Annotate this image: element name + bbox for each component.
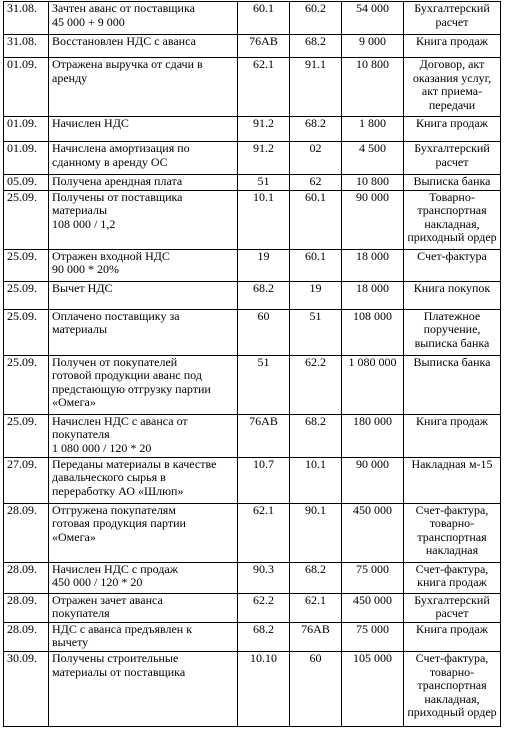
document-cell: Книга продаж bbox=[404, 414, 501, 457]
description-line: 450 000 / 120 * 20 bbox=[52, 575, 143, 590]
entry-description-cell bbox=[49, 35, 238, 58]
credit-account-cell: 76АВ bbox=[290, 622, 342, 651]
table-row bbox=[4, 175, 501, 191]
entry-date-cell: 28.09. bbox=[4, 593, 49, 622]
description-line: аренду bbox=[52, 70, 88, 85]
document-cell: Счет-фактура, товарно-транспортная накладная, приходный ордер bbox=[404, 651, 501, 726]
entry-description-cell bbox=[49, 503, 238, 562]
entry-date-cell: 30.09. bbox=[4, 651, 49, 726]
description-line: переработку АО «Шлюп» bbox=[52, 483, 184, 498]
entry-date-cell: 25.09. bbox=[4, 190, 49, 249]
entry-description-cell bbox=[49, 622, 238, 651]
credit-account-cell: 68.2 bbox=[290, 562, 342, 593]
entry-description-cell bbox=[49, 593, 238, 622]
entry-date-cell: 01.09. bbox=[4, 117, 49, 142]
description-line: Получена арендная плата bbox=[52, 174, 183, 188]
amount-cell: 108 000 bbox=[342, 309, 404, 355]
debit-account-cell: 91.2 bbox=[238, 117, 290, 142]
table-row bbox=[4, 414, 501, 457]
entry-date-cell: 01.09. bbox=[4, 58, 49, 117]
document-cell: Бухгалтерский расчет bbox=[404, 142, 501, 175]
entry-description-cell bbox=[49, 281, 238, 309]
document-cell: Бухгалтерский расчет bbox=[404, 593, 501, 622]
credit-account-cell: 19 bbox=[290, 281, 342, 309]
table-row bbox=[4, 593, 501, 622]
table-row bbox=[4, 309, 501, 355]
description-line: «Омега» bbox=[52, 395, 96, 410]
entry-date-cell: 05.09. bbox=[4, 175, 49, 191]
entry-description-cell bbox=[49, 355, 238, 414]
entry-date-cell: 28.09. bbox=[4, 562, 49, 593]
table-row bbox=[4, 651, 501, 726]
description-line: Отражена выручка от сдачи в bbox=[52, 57, 203, 71]
amount-cell: 4 500 bbox=[342, 142, 404, 175]
document-cell: Платежное поручение, выписка банка bbox=[404, 309, 501, 355]
description-line: Вычет НДС bbox=[52, 281, 113, 295]
entry-description-cell bbox=[49, 414, 238, 457]
amount-cell: 105 000 bbox=[342, 651, 404, 726]
debit-account-cell: 68.2 bbox=[238, 281, 290, 309]
entry-description-cell bbox=[49, 58, 238, 117]
description-line: Начислена амортизация по bbox=[52, 141, 190, 155]
description-line: Восстановлен НДС с аванса bbox=[52, 34, 196, 48]
description-line: вычету bbox=[52, 635, 89, 650]
table-row bbox=[4, 249, 501, 281]
description-line: готовая продукция партии bbox=[52, 516, 186, 531]
description-line: Получены от поставщика bbox=[52, 190, 183, 204]
amount-cell: 90 000 bbox=[342, 190, 404, 249]
debit-account-cell: 76АВ bbox=[238, 414, 290, 457]
credit-account-cell: 02 bbox=[290, 142, 342, 175]
debit-account-cell: 62.1 bbox=[238, 503, 290, 562]
table-row bbox=[4, 355, 501, 414]
amount-cell: 90 000 bbox=[342, 457, 404, 503]
debit-account-cell: 10.7 bbox=[238, 457, 290, 503]
document-cell: Накладная м-15 bbox=[404, 457, 501, 503]
entry-description-cell bbox=[49, 457, 238, 503]
entry-date-cell: 28.09. bbox=[4, 622, 49, 651]
amount-cell: 75 000 bbox=[342, 622, 404, 651]
table-row bbox=[4, 142, 501, 175]
table-row bbox=[4, 190, 501, 249]
table-row bbox=[4, 503, 501, 562]
amount-cell: 9 000 bbox=[342, 35, 404, 58]
description-line: НДС с аванса предъявлен к bbox=[52, 622, 193, 636]
amount-cell: 450 000 bbox=[342, 503, 404, 562]
debit-account-cell: 51 bbox=[238, 355, 290, 414]
entry-date-cell: 25.09. bbox=[4, 249, 49, 281]
amount-cell: 54 000 bbox=[342, 2, 404, 35]
entry-description-cell bbox=[49, 309, 238, 355]
table-row bbox=[4, 2, 501, 35]
table-row bbox=[4, 58, 501, 117]
description-line: Начислен НДС bbox=[52, 116, 129, 130]
description-line: Начислен НДС с продаж bbox=[52, 562, 179, 576]
debit-account-cell: 91.2 bbox=[238, 142, 290, 175]
amount-cell: 10 800 bbox=[342, 175, 404, 191]
entry-date-cell: 31.08. bbox=[4, 2, 49, 35]
debit-account-cell: 76АВ bbox=[238, 35, 290, 58]
description-line: 108 000 / 1,2 bbox=[52, 216, 116, 231]
debit-account-cell: 60 bbox=[238, 309, 290, 355]
debit-account-cell: 90.3 bbox=[238, 562, 290, 593]
entry-date-cell: 28.09. bbox=[4, 503, 49, 562]
entry-date-cell: 31.08. bbox=[4, 35, 49, 58]
entry-date-cell: 01.09. bbox=[4, 142, 49, 175]
document-cell: Книга покупок bbox=[404, 281, 501, 309]
description-line: материалы bbox=[52, 203, 108, 218]
entry-description-cell bbox=[49, 651, 238, 726]
description-line: материалы от поставщика bbox=[52, 664, 186, 679]
entry-date-cell: 25.09. bbox=[4, 281, 49, 309]
credit-account-cell: 68.2 bbox=[290, 35, 342, 58]
entry-date-cell: 27.09. bbox=[4, 457, 49, 503]
entry-description-cell bbox=[49, 249, 238, 281]
description-line: Получены строительные bbox=[52, 651, 179, 665]
credit-account-cell: 60.1 bbox=[290, 190, 342, 249]
entry-description-cell bbox=[49, 117, 238, 142]
credit-account-cell: 62.2 bbox=[290, 355, 342, 414]
debit-account-cell: 60.1 bbox=[238, 2, 290, 35]
entry-description-cell bbox=[49, 562, 238, 593]
table-row bbox=[4, 117, 501, 142]
document-cell: Договор, акт оказания услуг, акт приема-передачи bbox=[404, 58, 501, 117]
amount-cell: 1 080 000 bbox=[342, 355, 404, 414]
entry-description-cell bbox=[49, 175, 238, 191]
amount-cell: 450 000 bbox=[342, 593, 404, 622]
entry-date-cell: 25.09. bbox=[4, 309, 49, 355]
description-line: давальческого сырья в bbox=[52, 470, 166, 485]
amount-cell: 180 000 bbox=[342, 414, 404, 457]
debit-account-cell: 10.1 bbox=[238, 190, 290, 249]
description-line: 90 000 * 20% bbox=[52, 262, 119, 277]
description-line: готовой продукции аванс под bbox=[52, 368, 202, 383]
credit-account-cell: 62 bbox=[290, 175, 342, 191]
description-line: Получен от покупателей bbox=[52, 355, 178, 369]
document-cell: Книга продаж bbox=[404, 117, 501, 142]
amount-cell: 18 000 bbox=[342, 249, 404, 281]
entry-date-cell: 25.09. bbox=[4, 355, 49, 414]
document-cell: Книга продаж bbox=[404, 622, 501, 651]
document-cell: Товарно-транспортная накладная, приходный ордер bbox=[404, 190, 501, 249]
table-row bbox=[4, 281, 501, 309]
entry-description-cell bbox=[49, 190, 238, 249]
document-cell: Счет-фактура bbox=[404, 249, 501, 281]
debit-account-cell: 19 bbox=[238, 249, 290, 281]
amount-cell: 1 800 bbox=[342, 117, 404, 142]
description-line: 1 080 000 / 120 * 20 bbox=[52, 440, 152, 455]
description-line: Переданы материалы в качестве bbox=[52, 457, 217, 471]
document-cell: Книга продаж bbox=[404, 35, 501, 58]
credit-account-cell: 90.1 bbox=[290, 503, 342, 562]
table-row bbox=[4, 457, 501, 503]
credit-account-cell: 62.1 bbox=[290, 593, 342, 622]
document-cell: Счет-фактура, товарно-транспортная накладная bbox=[404, 503, 501, 562]
description-line: Начислен НДС с аванса от bbox=[52, 414, 188, 428]
amount-cell: 10 800 bbox=[342, 58, 404, 117]
debit-account-cell: 62.2 bbox=[238, 593, 290, 622]
credit-account-cell: 68.2 bbox=[290, 117, 342, 142]
debit-account-cell: 62.1 bbox=[238, 58, 290, 117]
document-cell: Бухгалтерский расчет bbox=[404, 2, 501, 35]
entry-description-cell bbox=[49, 2, 238, 35]
description-line: материалы bbox=[52, 322, 108, 337]
document-cell: Счет-фактура, книга продаж bbox=[404, 562, 501, 593]
description-line: Зачтен аванс от поставщика bbox=[52, 1, 195, 15]
credit-account-cell: 10.1 bbox=[290, 457, 342, 503]
accounting-entries-table bbox=[3, 1, 501, 727]
document-cell: Выписка банка bbox=[404, 175, 501, 191]
credit-account-cell: 91.1 bbox=[290, 58, 342, 117]
amount-cell: 75 000 bbox=[342, 562, 404, 593]
document-cell: Выписка банка bbox=[404, 355, 501, 414]
description-line: Оплачено поставщику за bbox=[52, 309, 180, 323]
credit-account-cell: 60 bbox=[290, 651, 342, 726]
entry-description-cell bbox=[49, 142, 238, 175]
credit-account-cell: 60.1 bbox=[290, 249, 342, 281]
entry-date-cell: 25.09. bbox=[4, 414, 49, 457]
description-line: Отражен входной НДС bbox=[52, 249, 170, 263]
description-line: сданному в аренду ОС bbox=[52, 154, 168, 169]
description-line: «Омега» bbox=[52, 529, 96, 544]
credit-account-cell: 60.2 bbox=[290, 2, 342, 35]
amount-cell: 18 000 bbox=[342, 281, 404, 309]
table-row bbox=[4, 562, 501, 593]
credit-account-cell: 68.2 bbox=[290, 414, 342, 457]
credit-account-cell: 51 bbox=[290, 309, 342, 355]
debit-account-cell: 10.10 bbox=[238, 651, 290, 726]
table-body bbox=[4, 2, 501, 727]
debit-account-cell: 51 bbox=[238, 175, 290, 191]
table-row bbox=[4, 622, 501, 651]
description-line: 45 000 + 9 000 bbox=[52, 14, 125, 29]
description-line: покупателя bbox=[52, 606, 110, 621]
description-line: Отражен зачет аванса bbox=[52, 593, 163, 607]
description-line: Отгружена покупателям bbox=[52, 503, 176, 517]
description-line: предстающую отгрузку партии bbox=[52, 381, 211, 396]
description-line: покупателя bbox=[52, 427, 110, 442]
table-row bbox=[4, 35, 501, 58]
debit-account-cell: 68.2 bbox=[238, 622, 290, 651]
